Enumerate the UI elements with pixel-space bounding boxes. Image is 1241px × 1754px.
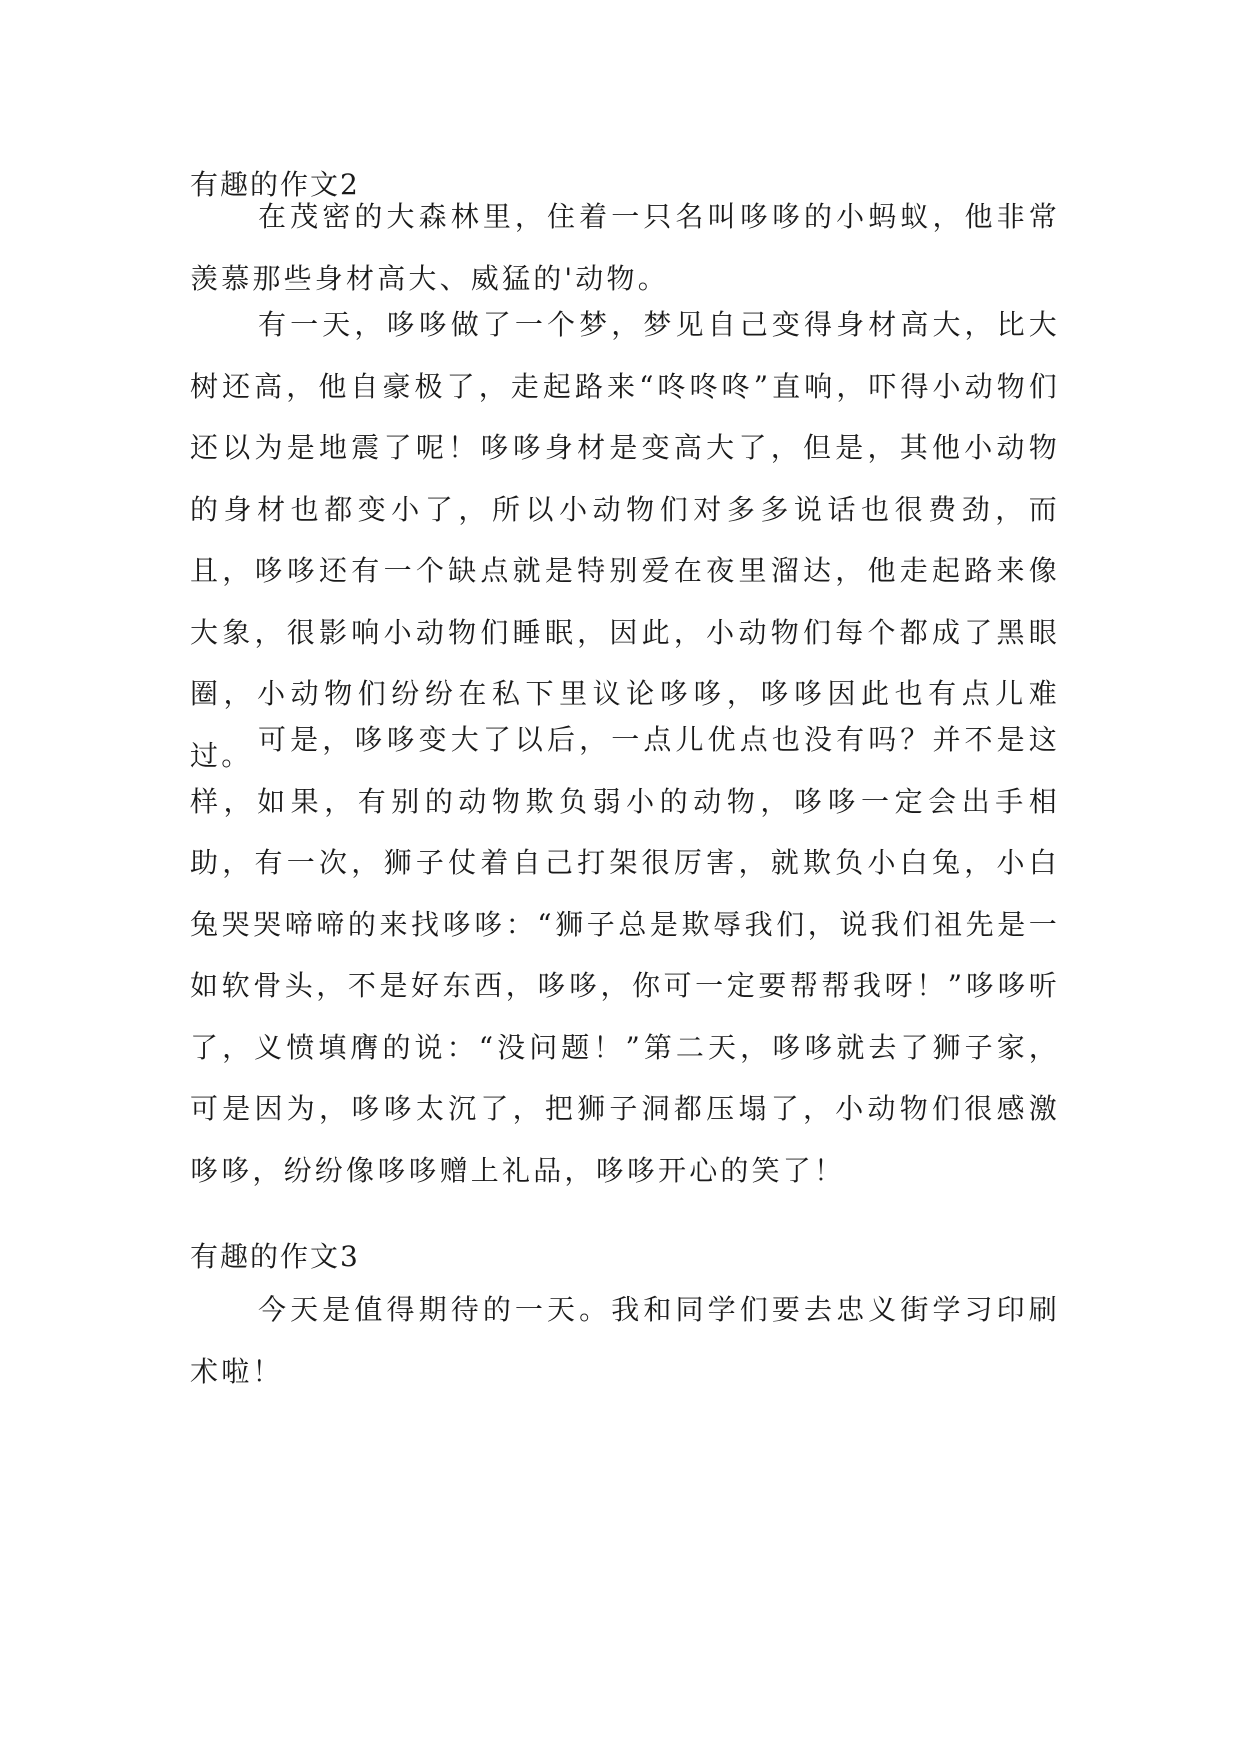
essay-heading: 有趣的作文3: [190, 1240, 360, 1273]
essay-paragraph: 有一天，哆哆做了一个梦，梦见自己变得身材高大，比大树还高，他自豪极了，走起路来“咚咚咚”直响，吓得小动物们还以为是地震了呢！哆哆身材是变高大了，但是，其他小动物的身材也都变小了，所以小动物们对多多说话也很费劲，而且，哆哆还有一个缺点就是特别爱在夜里溜达，他走起路来像大象，很影响小动物们睡眠，因此，小动物们每个都成了黑眼圈，小动物们纷纷在私下里议论哆哆，哆哆因此也有点儿难过。: [190, 308, 1060, 772]
essay-paragraph: 可是，哆哆变大了以后，一点儿优点也没有吗？并不是这样，如果，有别的动物欺负弱小的动物，哆哆一定会出手相助，有一次，狮子仗着自己打架很厉害，就欺负小白兔，小白兔哭哭啼啼的来找哆哆：“狮子总是欺辱我们，说我们祖先是一如软骨头，不是好东西，哆哆，你可一定要帮帮我呀！”哆哆听了，义愤填膺的说：“没问题！”第二天，哆哆就去了狮子家，可是因为，哆哆太沉了，把狮子洞都压塌了，小动物们很感激哆哆，纷纷像哆哆赠上礼品，哆哆开心的笑了！: [190, 723, 1060, 1187]
essay-heading: 有趣的作文2: [190, 168, 360, 201]
essay-paragraph: 今天是值得期待的一天。我和同学们要去忠义街学习印刷术啦！: [190, 1293, 1060, 1388]
essay-paragraph: 在茂密的大森林里，住着一只名叫哆哆的小蚂蚁，他非常羡慕那些身材高大、威猛的'动物。: [190, 200, 1060, 295]
